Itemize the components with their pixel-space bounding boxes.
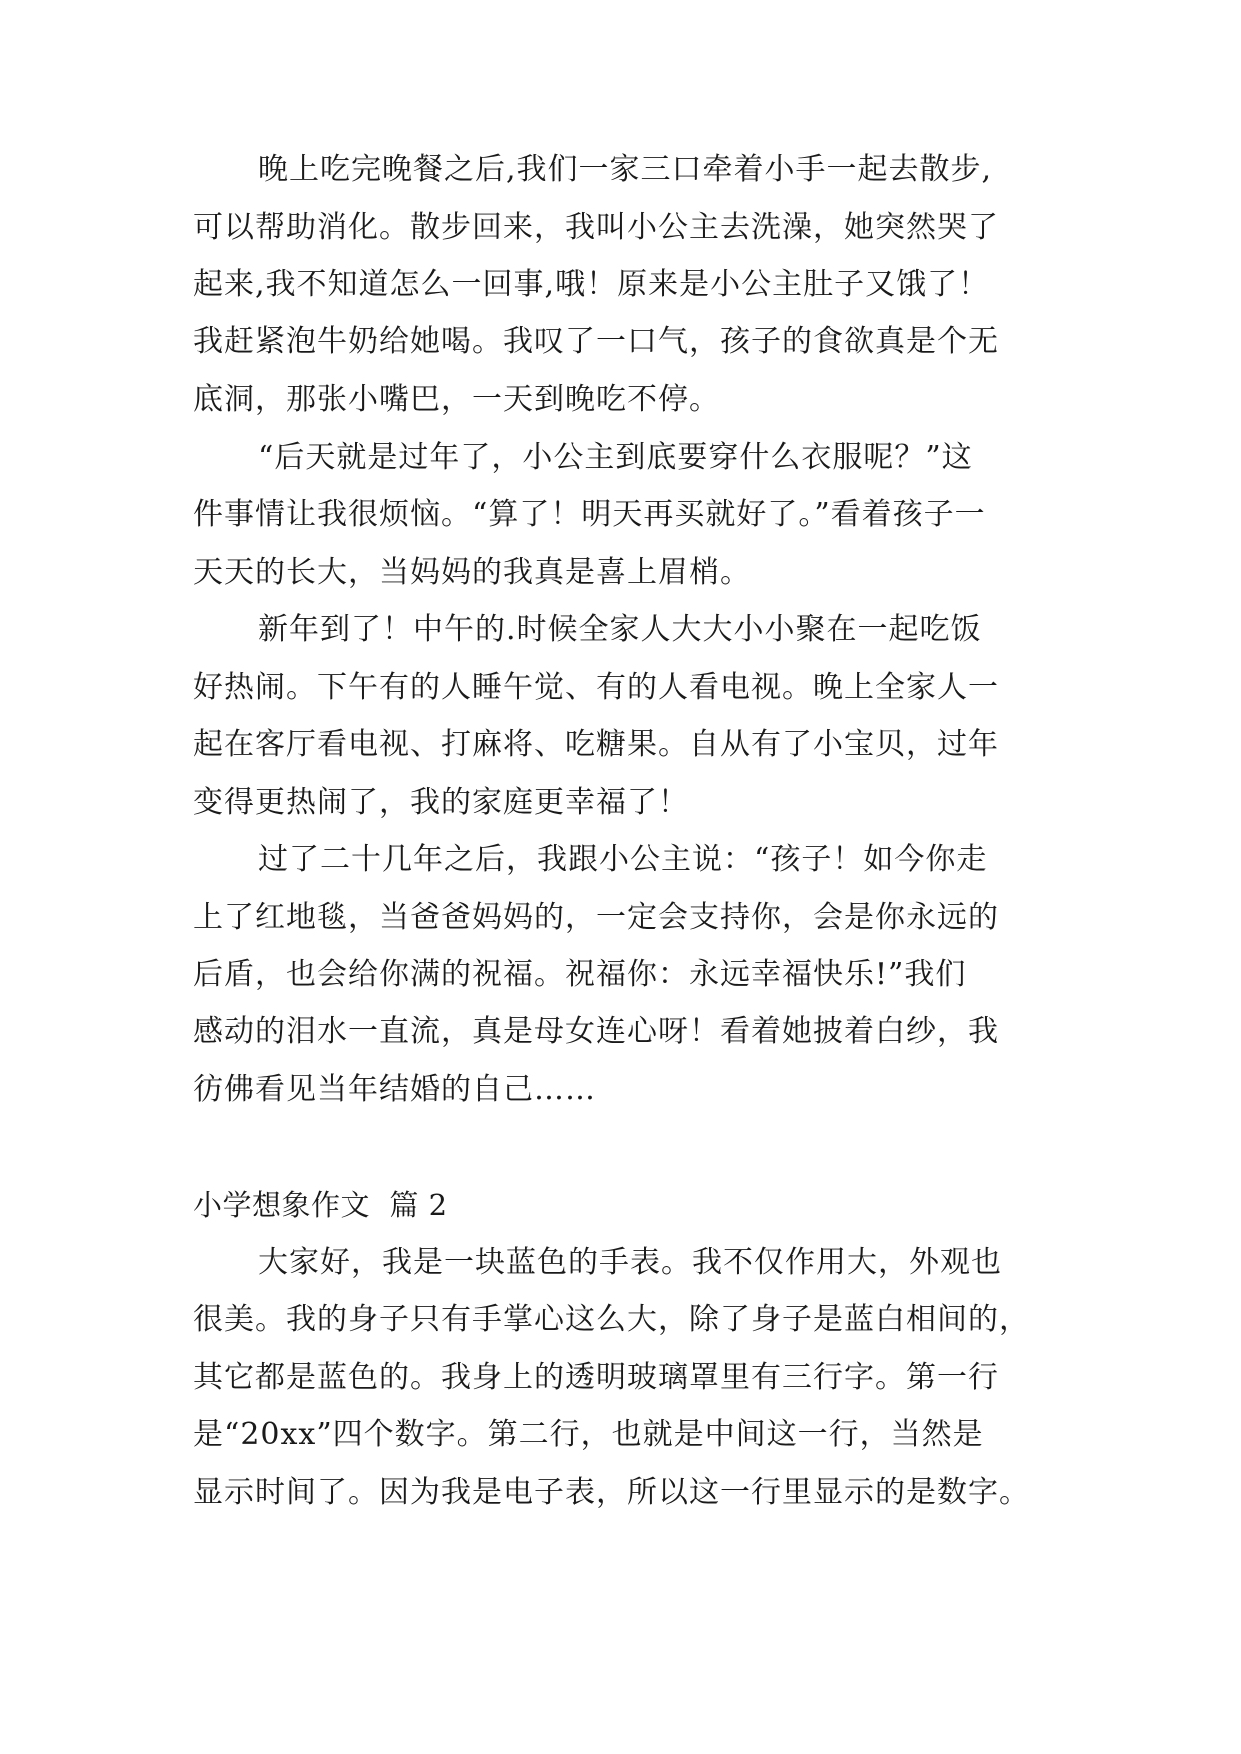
paragraph-3-line-2: 好热闹。下午有的人睡午觉、有的人看电视。晚上全家人一: [193, 670, 999, 705]
paragraph-4-line-3: 后盾，也会给你满的祝福。祝福你：永远幸福快乐!”我们: [193, 957, 967, 992]
paragraph-3-line-4: 变得更热闹了，我的家庭更幸福了！: [193, 785, 689, 820]
section-paragraph-line-2: 很美。我的身子只有手掌心这么大，除了身子是蓝白相间的，: [193, 1302, 1030, 1337]
paragraph-3-line-1: 新年到了！中午的.时候全家人大大小小聚在一起吃饭: [258, 612, 982, 647]
paragraph-1-line-1: 晚上吃完晚餐之后,我们一家三口牵着小手一起去散步,: [258, 152, 993, 187]
section-paragraph-line-4: 是“20xx”四个数字。第二行，也就是中间这一行，当然是: [193, 1417, 984, 1452]
paragraph-1-line-3: 起来,我不知道怎么一回事,哦！原来是小公主肚子又饿了！: [193, 267, 990, 302]
paragraph-4-line-5: 彷佛看见当年结婚的自己……: [193, 1072, 596, 1107]
paragraph-2-line-1: “后天就是过年了，小公主到底要穿什么衣服呢？”这: [258, 440, 973, 475]
section-paragraph-line-1: 大家好，我是一块蓝色的手表。我不仅作用大，外观也: [258, 1245, 1002, 1280]
paragraph-1-line-2: 可以帮助消化。散步回来，我叫小公主去洗澡，她突然哭了: [193, 210, 999, 245]
paragraph-1-line-5: 底洞，那张小嘴巴，一天到晚吃不停。: [193, 382, 720, 417]
paragraph-2-line-3: 天天的长大，当妈妈的我真是喜上眉梢。: [193, 555, 751, 590]
paragraph-4-line-2: 上了红地毯，当爸爸妈妈的，一定会支持你，会是你永远的: [193, 900, 999, 935]
paragraph-4-line-4: 感动的泪水一直流，真是母女连心呀！看着她披着白纱，我: [193, 1014, 999, 1049]
paragraph-3-line-3: 起在客厅看电视、打麻将、吃糖果。自从有了小宝贝，过年: [193, 727, 999, 762]
paragraph-1-line-4: 我赶紧泡牛奶给她喝。我叹了一口气，孩子的食欲真是个无: [193, 324, 999, 359]
section-paragraph-line-3: 其它都是蓝色的。我身上的透明玻璃罩里有三行字。第一行: [193, 1360, 999, 1395]
paragraph-2-line-2: 件事情让我很烦恼。“算了！明天再买就好了。”看着孩子一: [193, 497, 986, 532]
section-paragraph-line-5: 显示时间了。因为我是电子表，所以这一行里显示的是数字。: [193, 1475, 1030, 1510]
section-heading: 小学想象作文 篇 2: [193, 1188, 448, 1222]
paragraph-4-line-1: 过了二十几年之后，我跟小公主说：“孩子！如今你走: [258, 842, 988, 877]
